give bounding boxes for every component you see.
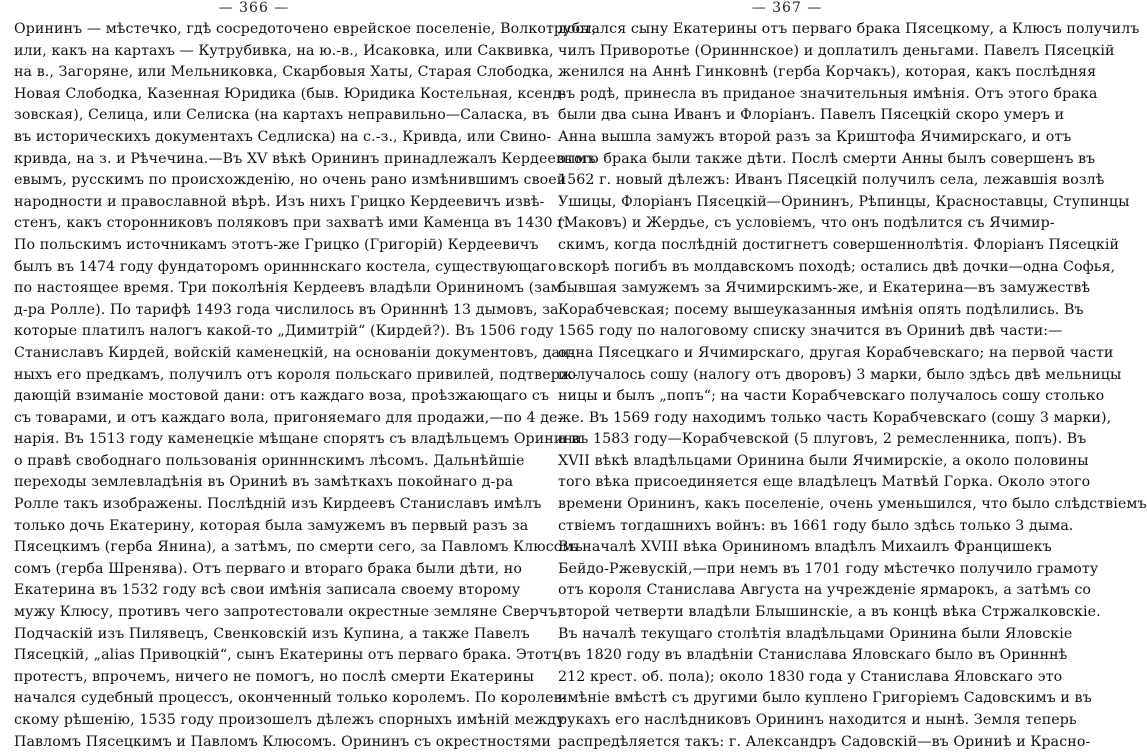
text-line: времени Орининъ, какъ поселеніе, очень уменьшился, что было слѣдствіемъ (558, 496, 1147, 513)
text-line: былъ въ 1474 году фундаторомъ оринннскаго костела, существующаго (14, 258, 557, 275)
text-line: Въ началѣ текущаго столѣтія владѣльцами Оринина были Яловскіе (558, 625, 1073, 642)
text-line: 212 крест. об. пола); около 1830 года у Станислава Яловскаго это (558, 668, 1063, 685)
text-line: (въ 1820 году въ владѣніи Станислава Яловскаго было въ Оринннѣ (558, 647, 1068, 664)
text-line: по настоящее время. Три поколѣнія Кердеевъ владѣли Орининомъ (зам. (14, 280, 567, 297)
text-line: скимъ, когда послѣдній достигнетъ совершеннолѣтія. Флоріанъ Пясецкій (558, 236, 1120, 253)
text-line: или, какъ на картахъ — Кутрубивка, на ю.-в., Исаковка, или Саквивка, (14, 42, 554, 59)
text-line: 1565 году по налоговому списку значится въ Ориниѣ двѣ части:— (558, 323, 1063, 340)
text-line: Павломъ Пясецкимъ и Павломъ Клюсомъ. Орининъ съ окрестностями (14, 733, 552, 750)
text-line: ницы и былъ „попъ“; на части Корабчевскаго получалось сошу столько (558, 388, 1105, 405)
text-line: Станиславъ Кирдей, войскій каменецкій, на основаніи документовъ, дан- (14, 344, 575, 361)
text-line: Анна вышла замужъ второй разъ за Криштофа Ячимирскаго, и отъ (558, 128, 1072, 145)
text-line: зовская), Селица, или Селиска (на картахъ неправильно—Саласка, въ (14, 107, 550, 124)
text-line: ныхъ его предкамъ, получилъ отъ короля польскаго привилей, подтверж- (14, 366, 578, 383)
text-line: бывшая замужемъ за Ячимирскимъ-же, и Екатерина—въ замужествѣ (558, 280, 1091, 297)
text-line: рукахъ его наслѣдниковъ Орининъ находится и нынѣ. Земля теперь (558, 712, 1077, 728)
text-line: Подчаскій изъ Пилявецъ, Свенковскій изъ Купина, а также Павелъ (14, 625, 530, 642)
text-line: вскорѣ погибъ въ молдавскомъ походѣ; остались двѣ дочки—одна Софья, (558, 258, 1116, 275)
text-line: протестъ, впрочемъ, ничего не помогъ, но послѣ смерти Екатерины (14, 668, 534, 685)
text-line: Пясецкимъ (герба Янина), а затѣмъ, по смерти сего, за Павломъ Клюсомъ (14, 539, 583, 556)
text-line: Ролле такъ изображены. Послѣдній изъ Кирдеевъ Станиславъ имѣлъ (14, 496, 542, 513)
text-line: сомъ (герба Шренява). Отъ перваго и втораго брака были дѣти, но (14, 560, 522, 577)
page-number: — 366 — (218, 0, 290, 16)
text-line: получалось сошу (налогу отъ дворовъ) 3 марки, было здѣсь двѣ мельницы (558, 366, 1122, 383)
text-line: кривда, на з. и Рѣчечина.—Въ XV вѣкѣ Орининъ принадлежалъ Кердеевымъ (14, 150, 596, 167)
text-line: Новая Слободка, Казенная Юридика (быв. Юридика Костельная, ксенд- (14, 85, 567, 102)
text-line: а въ 1583 году—Корабчевской (5 плуговъ, 2 ремесленника, попъ). Въ (558, 431, 1087, 448)
text-line: переходы землевладѣнія въ Ориниѣ въ замѣткахъ покойнаго д-ра (14, 474, 514, 491)
text-line: этого брака были также дѣти. Послѣ смерти Анны былъ совершенъ въ (558, 150, 1096, 167)
text-line: съ товарами, и отъ каждаго вола, пригоняемаго для продажи,—по 4 де- (14, 409, 563, 426)
text-line: на в., Загоряне, или Мельниковка, Скарбовыя Хаты, Старая Слободка, (14, 64, 554, 81)
text-line: начался судебный процессъ, оконченный только королемъ. По королев- (14, 690, 567, 707)
text-line: распредѣляется такъ: г. Александръ Садовскій—въ Ориниѣ и Красно- (558, 733, 1091, 750)
text-line: скому рѣшенію, 1535 году произошелъ дѣлежъ спорныхъ имѣній между (14, 712, 565, 728)
text-line: имѣніе вмѣстѣ съ другими было куплено Григоріемъ Садовскимъ и въ (558, 690, 1092, 707)
text-line: которые платилъ налогъ какой-то „Димитрій“ (Кирдей?). Въ 1506 году (14, 323, 554, 340)
text-line: народности и православной вѣрѣ. Изъ нихъ Грицко Кердеевичъ извѣ- (14, 193, 545, 210)
text-line: евымъ, русскимъ по происхожденію, но очень рано измѣнившимъ своей (14, 172, 567, 189)
text-line: Ушицы, Флоріанъ Пясецкій—Орининъ, Рѣпинцы, Красноставцы, Ступинцы (558, 193, 1130, 210)
text-line: д-ра Ролле). По тарифѣ 1493 года числилось въ Оринннѣ 13 дымовъ, за (14, 301, 559, 318)
body-text (558, 19, 1147, 753)
right-page (516, 0, 1147, 750)
text-line: Въ началѣ XVIII вѣка Орининомъ владѣлъ Михаилъ Францишекъ (558, 539, 1052, 556)
text-line: стенъ, какъ сторонниковъ поляковъ при захватѣ ими Каменца въ 1430 г. (14, 215, 570, 232)
text-line: чилъ Приворотье (Оринннское) и доплатилъ деньгами. Павелъ Пясецкій (558, 42, 1115, 59)
body-text (14, 19, 597, 753)
text-line: достался сыну Екатерины отъ перваго брака Пясецкому, а Клюсъ получилъ (558, 21, 1140, 37)
text-line: одна Пясецкаго и Ячимирскаго, другая Корабчевскаго; на первой части (558, 344, 1114, 361)
text-line: же. Въ 1569 году находимъ только часть Корабчевскаго (сошу 3 марки), (558, 409, 1112, 426)
text-line: въ родѣ, принесла въ приданое значительныя имѣнія. Отъ этого брака (558, 85, 1098, 102)
text-line: (Маковъ) и Жердье, съ условіемъ, что онъ подѣлится съ Ячимир- (558, 215, 1055, 232)
text-line: XVII вѣкѣ владѣльцами Оринина были Ячимирскіе, а около половины (558, 452, 1089, 469)
text-line: Екатерина въ 1532 году всѣ свои имѣнія записала своему второму (14, 582, 521, 599)
text-line: Пясецкій, „alias Привоцкій“, сынъ Екатерины отъ перваго брака. Этотъ (14, 647, 561, 664)
text-line: Бейдо-Ржевускій,—при немъ въ 1701 году мѣстечко получило грамоту (558, 560, 1099, 577)
text-line: второй четверти владѣли Блышинскіе, а въ концѣ вѣка Стржалковскіе. (558, 604, 1101, 621)
text-line: отъ короля Станислава Августа на учрежденіе ярмарокъ, а затѣмъ со (558, 582, 1092, 599)
text-line: Орининъ — мѣстечко, гдѣ сосредоточено еврейское поселеніе, Волкотрубы, (14, 21, 597, 37)
text-line: того вѣка присоединяется еще владѣлецъ Матвѣй Горка. Около этого (558, 474, 1091, 491)
text-line: 1562 г. новый дѣлежъ: Иванъ Пясецкій получилъ села, лежавшія возлѣ (558, 172, 1105, 189)
text-line: ствіемъ тогдашнихъ войнъ: въ 1661 году было здѣсь только 3 дыма. (558, 517, 1074, 534)
text-line: мужу Клюсу, противъ чего запротестовали окрестные земляне Сверчъ, (14, 604, 562, 621)
text-line: Корабчевская; посему вышеуказанныя имѣнія опять подѣлились. Въ (558, 301, 1084, 318)
text-line: только дочь Екатерину, которая была замужемъ въ первый разъ за (14, 517, 529, 534)
text-line: нарія. Въ 1513 году каменецкіе мѣщане спорятъ съ владѣльцемъ Оринина (14, 431, 582, 448)
text-line: о правѣ свободнаго пользованія оринннскимъ лѣсомъ. Дальнѣйшіе (14, 452, 525, 469)
text-line: были два сына Иванъ и Флоріанъ. Павелъ Пясецкій скоро умеръ и (558, 107, 1065, 124)
text-line: въ историческихъ документахъ Седлиска) на с.-з., Кривда, или Свино- (14, 128, 552, 145)
text-line: женился на Аннѣ Гинковнѣ (герба Корчакъ), которая, какъ послѣдняя (558, 64, 1097, 81)
page-number: — 367 — (751, 0, 823, 16)
text-line: дающій взиманіе мостовой дани: отъ каждаго воза, проѣзжающаго съ (14, 388, 550, 405)
text-line: По польскимъ источникамъ этотъ-же Грицко (Григорій) Кердеевичъ (14, 236, 539, 253)
